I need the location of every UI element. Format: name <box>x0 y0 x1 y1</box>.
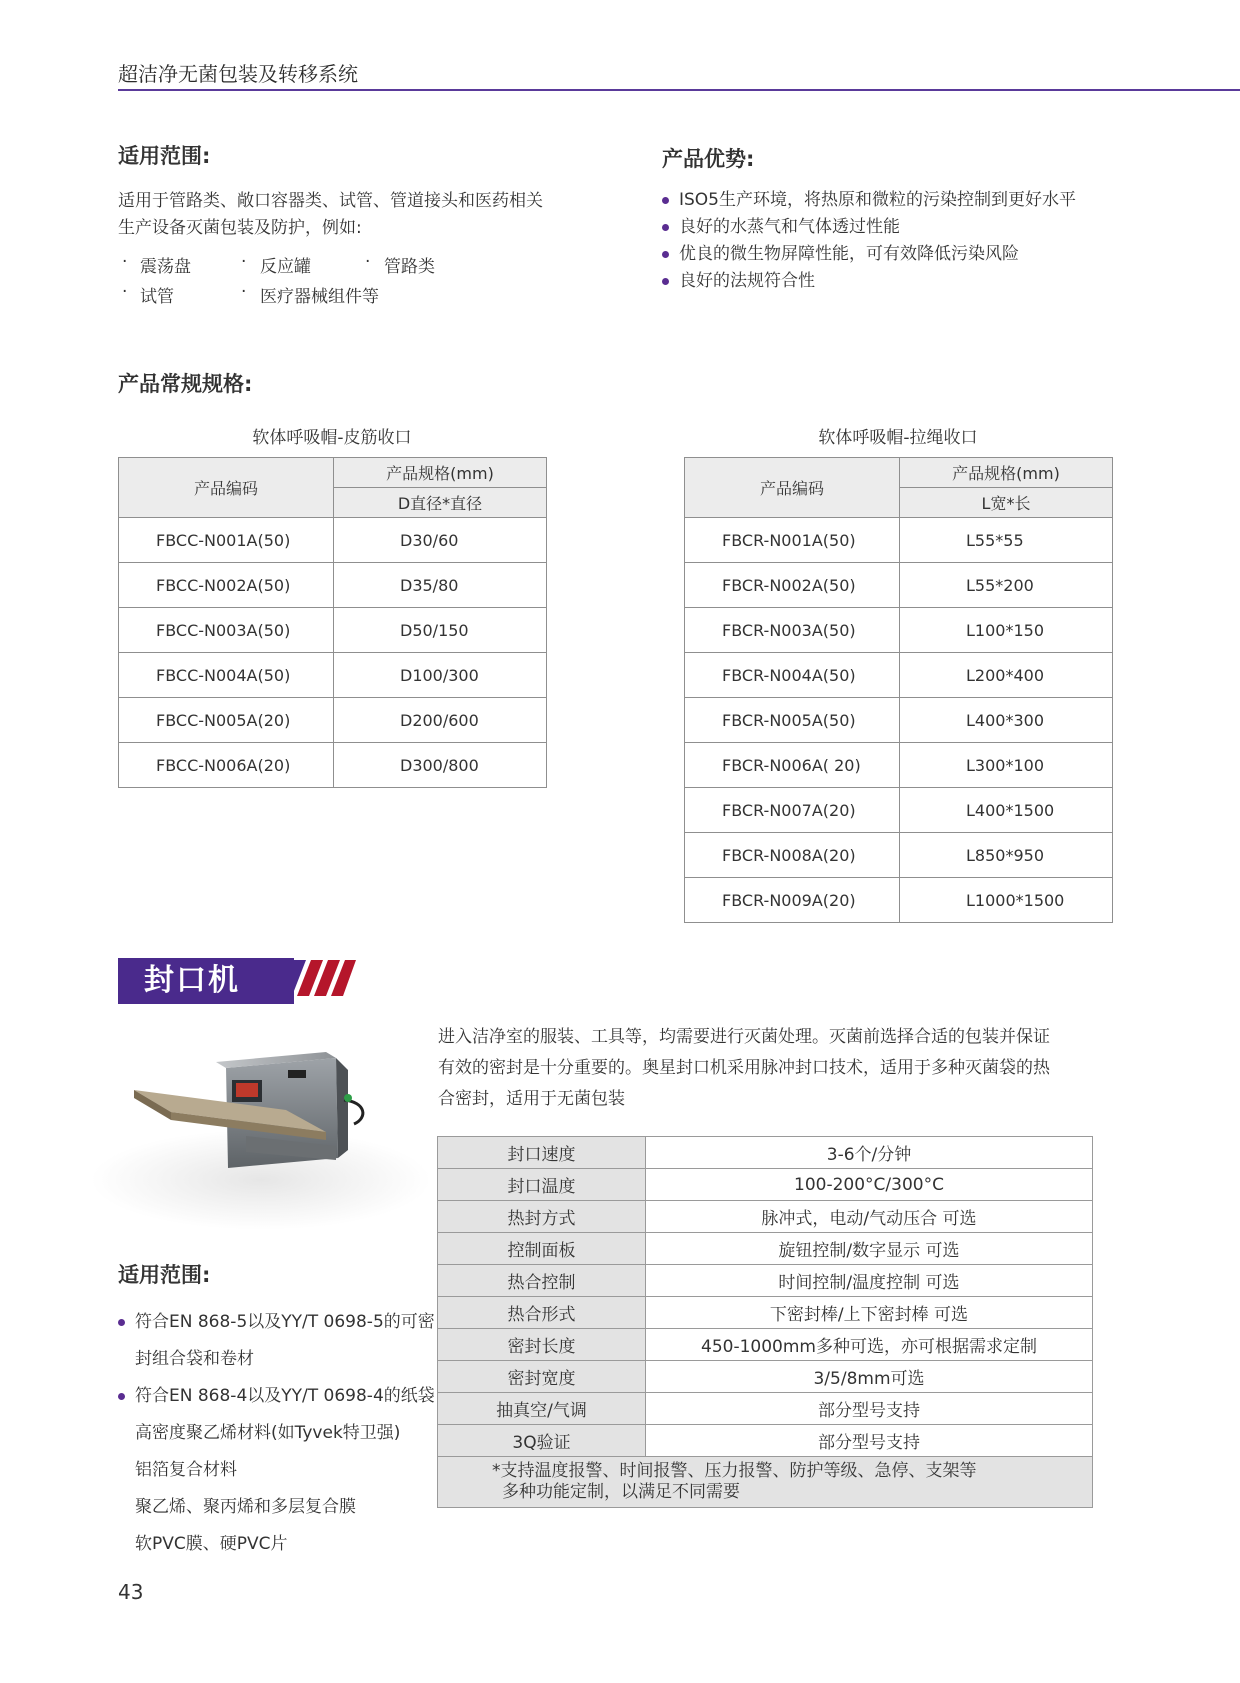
bullet-dot-icon <box>118 1393 125 1400</box>
list-bullet: · <box>241 282 247 302</box>
table-row: 3Q验证 部分型号支持 <box>438 1425 1093 1457</box>
table-row: FBCR-N005A(50) L400*300 <box>685 698 1113 743</box>
sealer-scope-title: 适用范围: <box>118 1263 211 1287</box>
col-subheader-spec: D直径*直径 <box>334 488 547 518</box>
scope-item: 高密度聚乙烯材料(如Tyvek特卫强) <box>135 1423 401 1443</box>
advantages-list <box>662 187 1076 295</box>
table-row: 封口速度 3-6个/分钟 <box>438 1137 1093 1169</box>
list-item: 反应罐 <box>260 257 311 277</box>
table-row: FBCR-N008A(20) L850*950 <box>685 833 1113 878</box>
spec-table-elastic <box>118 457 547 788</box>
specs-title: 产品常规规格: <box>118 372 253 396</box>
table-row: FBCC-N005A(20) D200/600 <box>119 698 547 743</box>
table-row: 抽真空/气调 部分型号支持 <box>438 1393 1093 1425</box>
bullet-dot-icon <box>662 278 669 285</box>
header-divider <box>118 89 1240 91</box>
scope-description <box>118 188 543 242</box>
table-row: 热合控制 时间控制/温度控制 可选 <box>438 1265 1093 1297</box>
scope-item: 符合EN 868-5以及YY/T 0698-5的可密 <box>118 1304 438 1341</box>
table-note: *支持温度报警、时间报警、压力报警、防护等级、急停、支架等 多种功能定制，以满足不同需要 <box>438 1457 1093 1508</box>
sealer-machine-image <box>86 1040 436 1230</box>
description-line: 合密封，适用于无菌包装 <box>438 1089 625 1109</box>
scope-item: 封组合袋和卷材 <box>135 1349 254 1369</box>
list-bullet: · <box>365 252 371 272</box>
sealer-scope-list <box>118 1304 438 1563</box>
list-bullet: · <box>122 252 128 272</box>
bullet-dot-icon <box>118 1319 125 1326</box>
scope-item: 符合EN 868-4以及YY/T 0698-4的纸袋 <box>118 1378 438 1415</box>
list-item: 管路类 <box>384 257 435 277</box>
col-header-code: 产品编码 <box>119 458 334 518</box>
description-line: 进入洁净室的服装、工具等，均需要进行灭菌处理。灭菌前选择合适的包装并保证 <box>438 1027 1050 1047</box>
header-title: 超洁净无菌包装及转移系统 <box>118 62 358 86</box>
table-row: 封口温度 100-200°C/300°C <box>438 1169 1093 1201</box>
table-row: FBCC-N001A(50) D30/60 <box>119 518 547 563</box>
table-row: FBCR-N009A(20) L1000*1500 <box>685 878 1113 923</box>
table-row: FBCR-N001A(50) L55*55 <box>685 518 1113 563</box>
bullet-dot-icon <box>662 197 669 204</box>
advantages-title: 产品优势: <box>662 147 755 171</box>
table-row: FBCC-N006A(20) D300/800 <box>119 743 547 788</box>
table-row: 热合形式 下密封棒/上下密封棒 可选 <box>438 1297 1093 1329</box>
col-header-code: 产品编码 <box>685 458 900 518</box>
scope-line: 生产设备灭菌包装及防护，例如: <box>118 218 362 238</box>
table1-caption: 软体呼吸帽-皮筋收口 <box>252 428 412 448</box>
table-row: FBCC-N002A(50) D35/80 <box>119 563 547 608</box>
spec-table-drawstring <box>684 457 1113 923</box>
table-row: 密封宽度 3/5/8mm可选 <box>438 1361 1093 1393</box>
list-item: 震荡盘 <box>140 257 191 277</box>
section-banner-title: 封口机 <box>144 963 240 998</box>
table-row: FBCC-N003A(50) D50/150 <box>119 608 547 653</box>
table-row: FBCR-N006A( 20) L300*100 <box>685 743 1113 788</box>
advantage-item: ISO5生产环境，将热原和微粒的污染控制到更好水平 <box>662 187 1076 214</box>
col-subheader-spec: L宽*长 <box>900 488 1113 518</box>
scope-item: 软PVC膜、硬PVC片 <box>135 1534 288 1554</box>
table2-caption: 软体呼吸帽-拉绳收口 <box>818 428 978 448</box>
scope-title: 适用范围: <box>118 144 211 168</box>
page-number: 43 <box>118 1580 144 1604</box>
sealer-params-table <box>437 1136 1093 1508</box>
col-header-spec: 产品规格(mm) <box>900 458 1113 488</box>
advantage-item: 良好的法规符合性 <box>662 268 1076 295</box>
description-line: 有效的密封是十分重要的。奥星封口机采用脉冲封口技术，适用于多种灭菌袋的热 <box>438 1058 1050 1078</box>
col-header-spec: 产品规格(mm) <box>334 458 547 488</box>
scope-line: 适用于管路类、敞口容器类、试管、管道接头和医药相关 <box>118 191 543 211</box>
table-row: 控制面板 旋钮控制/数字显示 可选 <box>438 1233 1093 1265</box>
scope-item: 聚乙烯、聚丙烯和多层复合膜 <box>135 1497 356 1517</box>
bullet-dot-icon <box>662 224 669 231</box>
table-row: 密封长度 450-1000mm多种可选，亦可根据需求定制 <box>438 1329 1093 1361</box>
list-bullet: · <box>122 282 128 302</box>
table-note-row <box>438 1457 1093 1508</box>
sealer-description <box>438 1022 1078 1115</box>
list-item: 医疗器械组件等 <box>260 287 379 307</box>
advantage-item: 良好的水蒸气和气体透过性能 <box>662 214 1076 241</box>
table-row: 热封方式 脉冲式，电动/气动压合 可选 <box>438 1201 1093 1233</box>
advantage-item: 优良的微生物屏障性能，可有效降低污染风险 <box>662 241 1076 268</box>
banner-stripes-icon <box>280 950 356 1006</box>
table-row: FBCR-N007A(20) L400*1500 <box>685 788 1113 833</box>
table-row: FBCR-N003A(50) L100*150 <box>685 608 1113 653</box>
bullet-dot-icon <box>662 251 669 258</box>
table-row: FBCR-N004A(50) L200*400 <box>685 653 1113 698</box>
list-item: 试管 <box>140 287 174 307</box>
table-row: FBCC-N004A(50) D100/300 <box>119 653 547 698</box>
table-row: FBCR-N002A(50) L55*200 <box>685 563 1113 608</box>
scope-item: 铝箔复合材料 <box>135 1460 237 1480</box>
list-bullet: · <box>241 252 247 272</box>
